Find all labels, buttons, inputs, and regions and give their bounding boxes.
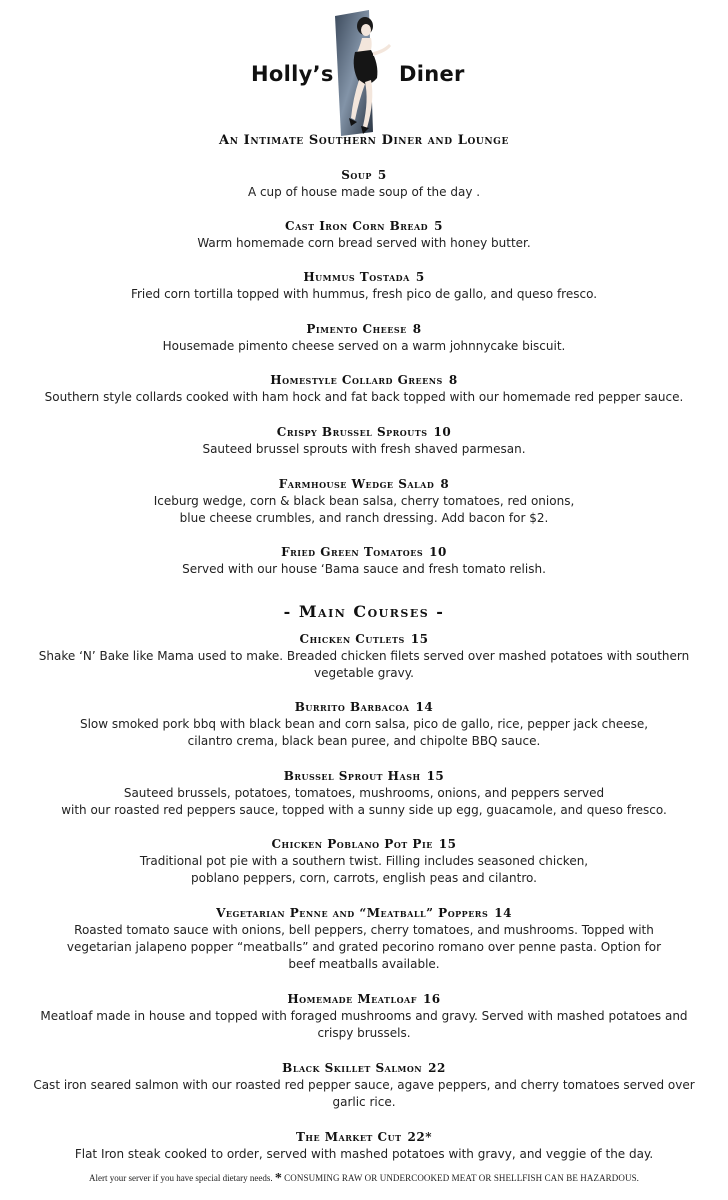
menu-item-title (20, 630, 708, 648)
menu-item-description: vegetarian jalapeno popper “meatballs” and grated pecorino romano over penne pasta. Option for (66, 940, 662, 954)
menu-item-title (20, 543, 708, 561)
menu-item (20, 166, 708, 201)
menu-item-price: 15 (426, 769, 445, 783)
menu-item-price: 22 (428, 1061, 446, 1075)
menu-item-name: The Market Cut (295, 1130, 402, 1144)
asterisk: * (274, 1171, 282, 1186)
menu-item-description: Southern style collards cooked with ham hock and fat back topped with our homemade red pepper sauce. (44, 390, 684, 404)
menu-item-description: beef meatballs available. (288, 957, 440, 971)
menu-item-name: Crispy Brussel Sprouts (276, 425, 428, 439)
menu-item-price: 8 (412, 322, 422, 336)
menu-item-title (20, 904, 708, 922)
menu-item-price: 10 (433, 425, 452, 439)
menu-item-price: 5 (415, 270, 425, 284)
menu-item-description: Shake ‘N’ Bake like Mama used to make. Breaded chicken filets served over mashed potatoes with southern (38, 649, 690, 663)
menu-item-price: 14 (415, 700, 434, 714)
menu-item-description: Iceburg wedge, corn & black bean salsa, cherry tomatoes, red onions, (153, 494, 575, 508)
menu-item-name: Homemade Meatloaf (287, 992, 417, 1006)
menu-item-title (20, 767, 708, 785)
menu-item (20, 371, 708, 406)
menu-item-title (20, 423, 708, 441)
menu-item (20, 1059, 708, 1111)
menu-item-title (20, 1128, 708, 1146)
footer-disclaimer (0, 1171, 728, 1187)
menu-item-price: 15 (410, 632, 429, 646)
menu-item-name: Homestyle Collard Greens (270, 373, 443, 387)
menu-item (20, 268, 708, 303)
main-courses-header (20, 602, 708, 622)
menu-item-title (20, 698, 708, 716)
menu-item-name: Fried Green Tomatoes (281, 545, 424, 559)
menu-item-description: poblano peppers, corn, carrots, english peas and cilantro. (191, 871, 537, 885)
menu-item (20, 990, 708, 1042)
menu-item-name: Soup (341, 168, 372, 182)
menu-item-price: 8 (440, 477, 450, 491)
menu-item-description: cilantro crema, black bean puree, and chipolte BBQ sauce. (187, 734, 541, 748)
main-courses-section (20, 630, 708, 1163)
menu-item-description: Roasted tomato sauce with onions, bell peppers, cherry tomatoes, and mushrooms. Topped with (74, 923, 654, 937)
menu-item-description: Sauteed brussel sprouts with fresh shaved parmesan. (202, 442, 526, 456)
menu-item-description: Flat Iron steak cooked to order, served with mashed potatoes with gravy, and veggie of the day. (74, 1147, 654, 1161)
starters-section (20, 166, 708, 578)
logo-word-hollys: Holly’s (251, 62, 334, 86)
menu-item-description: with our roasted red peppers sauce, topped with a sunny side up egg, guacamole, and queso fresco. (61, 803, 667, 817)
menu-item-description: Housemade pimento cheese served on a warm johnnycake biscuit. (162, 339, 566, 353)
menu-item-name: Burrito Barbacoa (294, 700, 410, 714)
menu-item-name: Hummus Tostada (303, 270, 410, 284)
menu-item-title (20, 475, 708, 493)
menu-item-description: Meatloaf made in house and topped with foraged mushrooms and gravy. Served with mashed potatoes and (40, 1009, 688, 1023)
menu-item-price: 15 (438, 837, 457, 851)
menu-item-price: 5 (377, 168, 387, 182)
raw-food-warning: CONSUMING RAW OR UNDERCOOKED MEAT OR SHELLFISH CAN BE HAZARDOUS. (284, 1173, 640, 1183)
menu-item (20, 217, 708, 252)
menu-item (20, 698, 708, 750)
menu-item-description: Sauteed brussels, potatoes, tomatoes, mushrooms, onions, and peppers served (123, 786, 605, 800)
menu-item-title (20, 166, 708, 184)
menu-item-description: Cast iron seared salmon with our roasted red pepper sauce, agave peppers, and cherry tomatoes served over (33, 1078, 695, 1092)
menu-item-title (20, 990, 708, 1008)
menu-item (20, 835, 708, 887)
menu-item-title (20, 268, 708, 286)
menu-item-name: Black Skillet Salmon (282, 1061, 423, 1075)
menu-item-price: 22* (407, 1130, 433, 1144)
dietary-note: Alert your server if you have special dietary needs. (88, 1173, 273, 1183)
menu-item-title (20, 371, 708, 389)
diner-logo (0, 8, 728, 138)
menu-item-title (20, 320, 708, 338)
section-heading-main-courses: - Main Courses - (283, 602, 445, 621)
menu-item-name: Brussel Sprout Hash (283, 769, 421, 783)
tagline: An Intimate Southern Diner and Lounge (219, 133, 509, 148)
menu-item-name: Chicken Cutlets (299, 632, 405, 646)
menu-item (20, 423, 708, 458)
menu-item (20, 630, 708, 682)
menu-item-description: vegetable gravy. (314, 666, 414, 680)
logo-word-diner: Diner (399, 62, 465, 86)
menu-item-description: Fried corn tortilla topped with hummus, fresh pico de gallo, and queso fresco. (130, 287, 598, 301)
menu-item-title (20, 1059, 708, 1077)
menu-item-description: Slow smoked pork bbq with black bean and corn salsa, pico de gallo, rice, pepper jack cheese, (79, 717, 649, 731)
menu-item-name: Vegetarian Penne and “Meatball” Poppers (216, 906, 489, 920)
menu-item-description: Warm homemade corn bread served with honey butter. (197, 236, 531, 250)
menu-item-description: A cup of house made soup of the day . (247, 185, 481, 199)
menu-item-description: garlic rice. (332, 1095, 396, 1109)
menu-item (20, 767, 708, 819)
menu-item-price: 10 (429, 545, 447, 559)
menu-item-title (20, 835, 708, 853)
menu-item-price: 16 (422, 992, 441, 1006)
menu-item-description: Traditional pot pie with a southern twist. Filling includes seasoned chicken, (139, 854, 589, 868)
menu-item-price: 14 (494, 906, 512, 920)
menu-item-description: blue cheese crumbles, and ranch dressing. Add bacon for $2. (179, 511, 549, 525)
menu-item-description: Served with our house ‘Bama sauce and fresh tomato relish. (182, 562, 546, 576)
menu-item-name: Cast Iron Corn Bread (285, 219, 429, 233)
menu-item (20, 904, 708, 973)
menu-item-price: 8 (448, 373, 458, 387)
menu-item-name: Chicken Poblano Pot Pie (271, 837, 433, 851)
pinup-illustration (329, 8, 399, 138)
menu-item (20, 320, 708, 355)
menu-item-title (20, 217, 708, 235)
menu-item-name: Farmhouse Wedge Salad (278, 477, 435, 491)
menu-item-description: crispy brussels. (317, 1026, 411, 1040)
menu-item-price: 5 (434, 219, 443, 233)
menu-item (20, 475, 708, 527)
menu-item (20, 1128, 708, 1163)
menu-item-name: Pimento Cheese (306, 322, 407, 336)
menu-item (20, 543, 708, 578)
